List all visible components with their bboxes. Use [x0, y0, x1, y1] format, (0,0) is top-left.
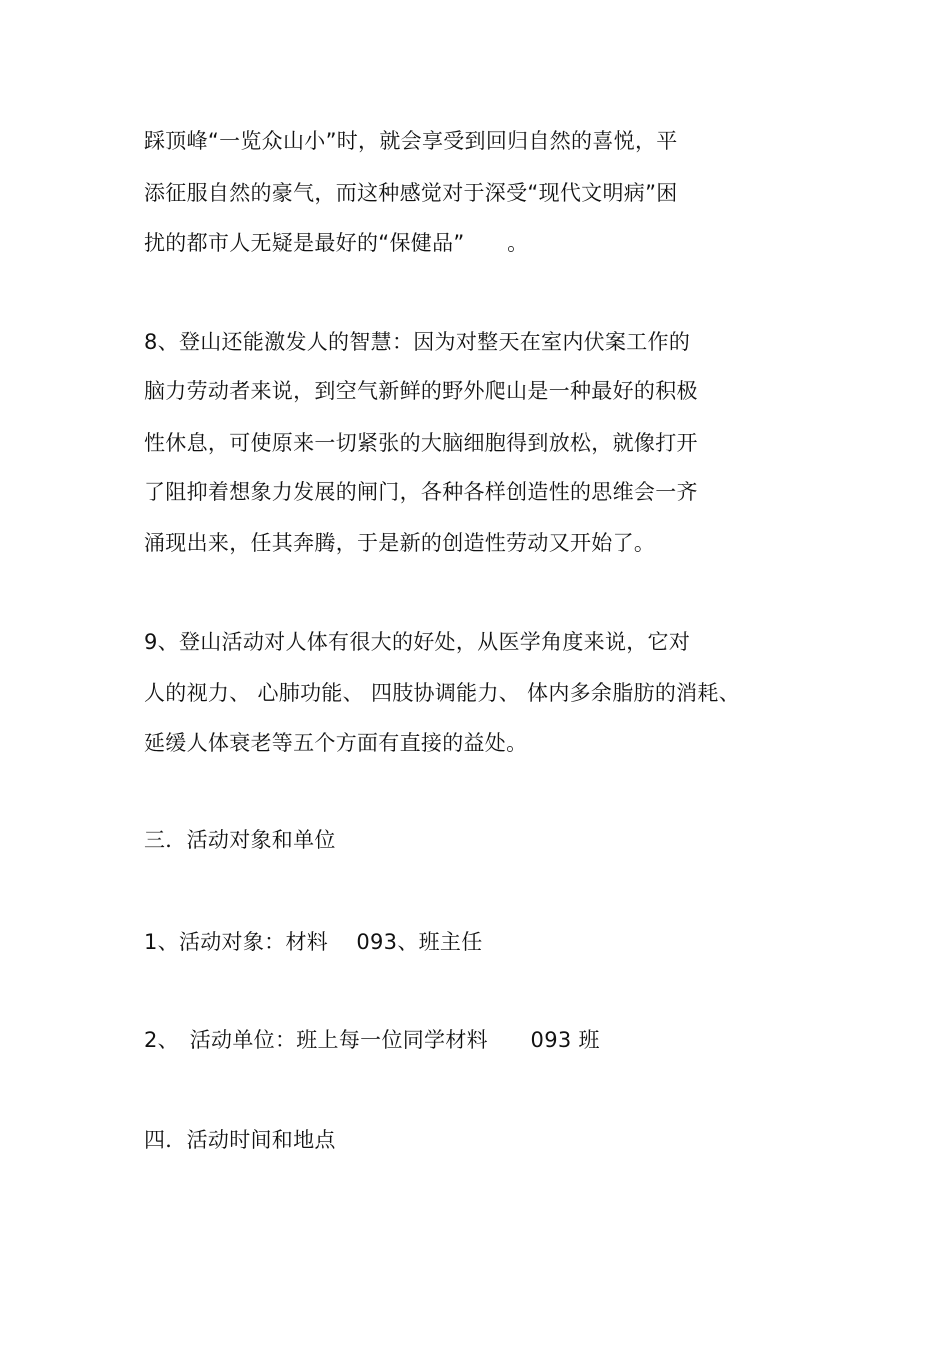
paragraph-line: 脑力劳动者来说，到空气新鲜的野外爬山是一种最好的积极	[144, 379, 698, 403]
paragraph-line: 人的视力、 心肺功能、 四肢协调能力、 体内多余脂肪的消耗、	[144, 681, 741, 705]
list-item: 1、活动对象：材料 093、班主任	[144, 930, 483, 954]
list-item: 2、 活动单位：班上每一位同学材料 093 班	[144, 1028, 600, 1052]
paragraph-line: 了阻抑着想象力发展的闸门，各种各样创造性的思维会一齐	[144, 480, 698, 504]
paragraph-line: 踩顶峰“一览众山小”时，就会享受到回归自然的喜悦，平	[144, 129, 678, 153]
paragraph-line: 延缓人体衰老等五个方面有直接的益处。	[144, 731, 528, 755]
section-heading: 三．活动对象和单位	[144, 828, 336, 852]
paragraph-line: 扰的都市人无疑是最好的“保健品” 。	[144, 231, 529, 255]
paragraph-line: 涌现出来，任其奔腾，于是新的创造性劳动又开始了。	[144, 531, 656, 555]
paragraph-line: 8、登山还能激发人的智慧：因为对整天在室内伏案工作的	[144, 330, 691, 354]
section-heading: 四．活动时间和地点	[144, 1128, 336, 1152]
paragraph-line: 9、登山活动对人体有很大的好处，从医学角度来说，它对	[144, 630, 691, 654]
paragraph-line: 性休息，可使原来一切紧张的大脑细胞得到放松，就像打开	[144, 431, 698, 455]
paragraph-line: 添征服自然的豪气，而这种感觉对于深受“现代文明病”困	[144, 181, 678, 205]
